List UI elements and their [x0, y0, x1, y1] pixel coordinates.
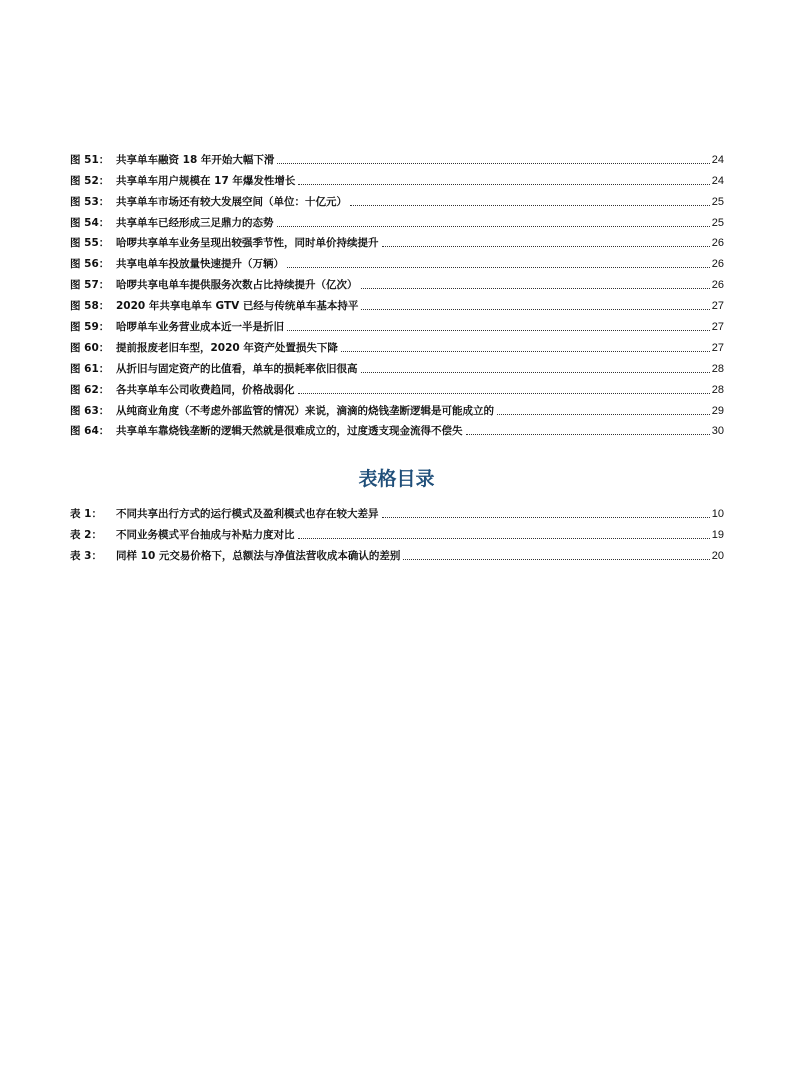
dot-leader [497, 414, 710, 415]
figure-entry[interactable] [70, 355, 724, 376]
table-entry-page-number[interactable]: 20 [711, 549, 724, 562]
figure-entry-page-number[interactable]: 27 [711, 300, 724, 313]
dot-leader [382, 517, 710, 518]
figure-entry-page-number[interactable]: 28 [711, 362, 724, 375]
figure-entry-page-number[interactable]: 28 [711, 383, 724, 396]
dot-leader [361, 372, 710, 373]
dot-leader [382, 246, 710, 247]
figure-entry-page-number[interactable]: 26 [711, 258, 724, 271]
dot-leader [341, 351, 710, 352]
figure-entry[interactable] [70, 230, 724, 251]
figure-entry-label: 图 58： [70, 300, 110, 313]
figure-entry-title[interactable]: 提前报废老旧车型，2020 年资产处置损失下降 [116, 341, 338, 354]
table-entry-title[interactable]: 同样 10 元交易价格下，总额法与净值法营收成本确认的差别 [116, 549, 401, 562]
dot-leader [287, 267, 710, 268]
figure-entry[interactable] [70, 292, 724, 313]
figure-entry-title[interactable]: 共享电单车投放量快速提升（万辆） [116, 258, 284, 271]
table-entry[interactable] [70, 542, 724, 563]
dot-leader [361, 288, 710, 289]
figure-entry[interactable] [70, 271, 724, 292]
figure-entry-label: 图 53： [70, 195, 110, 208]
figure-entry-title[interactable]: 共享单车靠烧钱垄断的逻辑天然就是很难成立的，过度透支现金流得不偿失 [116, 425, 463, 438]
figure-entry-title[interactable]: 从纯商业角度（不考虑外部监管的情况）来说，滴滴的烧钱垄断逻辑是可能成立的 [116, 404, 494, 417]
figure-entry-label: 图 54： [70, 216, 110, 229]
dot-leader [350, 205, 710, 206]
figure-entry-page-number[interactable]: 27 [711, 341, 724, 354]
dot-leader [466, 434, 710, 435]
figure-entry-label: 图 60： [70, 341, 110, 354]
figure-entry-label: 图 63： [70, 404, 110, 417]
figure-entry-page-number[interactable]: 24 [711, 174, 724, 187]
figure-entry-title[interactable]: 哈啰共享单车业务呈现出较强季节性，同时单价持续提升 [116, 237, 379, 250]
figure-entry-title[interactable]: 共享单车已经形成三足鼎力的态势 [116, 216, 274, 229]
table-entry[interactable] [70, 521, 724, 542]
figure-entry-title[interactable]: 哈啰单车业务营业成本近一半是折旧 [116, 321, 284, 334]
dot-leader [298, 184, 709, 185]
figure-entry-page-number[interactable]: 24 [711, 153, 724, 166]
figure-entry-label: 图 59： [70, 321, 110, 334]
figure-entry-page-number[interactable]: 27 [711, 321, 724, 334]
figure-entry-label: 图 55： [70, 237, 110, 250]
dot-leader [298, 538, 710, 539]
figure-entry-label: 图 64： [70, 425, 110, 438]
figure-entry[interactable] [70, 376, 724, 397]
table-entry-label: 表 3： [70, 549, 102, 562]
figure-entry[interactable] [70, 146, 724, 167]
figure-entry-page-number[interactable]: 29 [711, 404, 724, 417]
figure-entry[interactable] [70, 313, 724, 334]
figure-entry-page-number[interactable]: 25 [711, 216, 724, 229]
table-list [70, 500, 724, 563]
dot-leader [403, 559, 709, 560]
figure-entry-title[interactable]: 各共享单车公司收费趋同，价格战弱化 [116, 383, 295, 396]
figure-entry[interactable] [70, 209, 724, 230]
figure-entry[interactable] [70, 188, 724, 209]
figure-entry[interactable] [70, 250, 724, 271]
table-entry-title[interactable]: 不同共享出行方式的运行模式及盈利模式也存在较大差异 [116, 507, 379, 520]
dot-leader [277, 226, 710, 227]
table-entry-page-number[interactable]: 19 [711, 528, 724, 541]
figure-entry-label: 图 52： [70, 174, 110, 187]
figure-entry-label: 图 62： [70, 383, 110, 396]
table-entry-label: 表 2： [70, 528, 102, 541]
figure-entry-title[interactable]: 哈啰共享电单车提供服务次数占比持续提升（亿次） [116, 279, 358, 292]
figure-entry-page-number[interactable]: 25 [711, 195, 724, 208]
figure-entry-label: 图 51： [70, 153, 110, 166]
figure-entry-label: 图 57： [70, 279, 110, 292]
figure-list [70, 146, 724, 438]
figure-entry[interactable] [70, 334, 724, 355]
table-entry-page-number[interactable]: 10 [711, 507, 724, 520]
figure-entry[interactable] [70, 167, 724, 188]
figure-entry-title[interactable]: 2020 年共享电单车 GTV 已经与传统单车基本持平 [116, 300, 359, 313]
figure-entry-title[interactable]: 共享单车市场还有较大发展空间（单位：十亿元） [116, 195, 347, 208]
figure-entry-page-number[interactable]: 26 [711, 279, 724, 292]
dot-leader [361, 309, 709, 310]
dot-leader [298, 393, 710, 394]
figure-entry-label: 图 61： [70, 362, 110, 375]
table-entry-title[interactable]: 不同业务模式平台抽成与补贴力度对比 [116, 528, 295, 541]
figure-entry-label: 图 56： [70, 258, 110, 271]
table-of-tables-heading: 表格目录 [358, 468, 435, 490]
dot-leader [277, 163, 709, 164]
figure-entry-page-number[interactable]: 26 [711, 237, 724, 250]
figure-entry-page-number[interactable]: 30 [711, 425, 724, 438]
table-entry[interactable] [70, 500, 724, 521]
figure-entry-title[interactable]: 从折旧与固定资产的比值看，单车的损耗率依旧很高 [116, 362, 358, 375]
figure-entry-title[interactable]: 共享单车融资 18 年开始大幅下滑 [116, 153, 275, 166]
figure-entry-title[interactable]: 共享单车用户规模在 17 年爆发性增长 [116, 174, 296, 187]
figure-entry[interactable] [70, 397, 724, 418]
figure-entry[interactable] [70, 418, 724, 439]
dot-leader [287, 330, 710, 331]
table-entry-label: 表 1： [70, 507, 102, 520]
